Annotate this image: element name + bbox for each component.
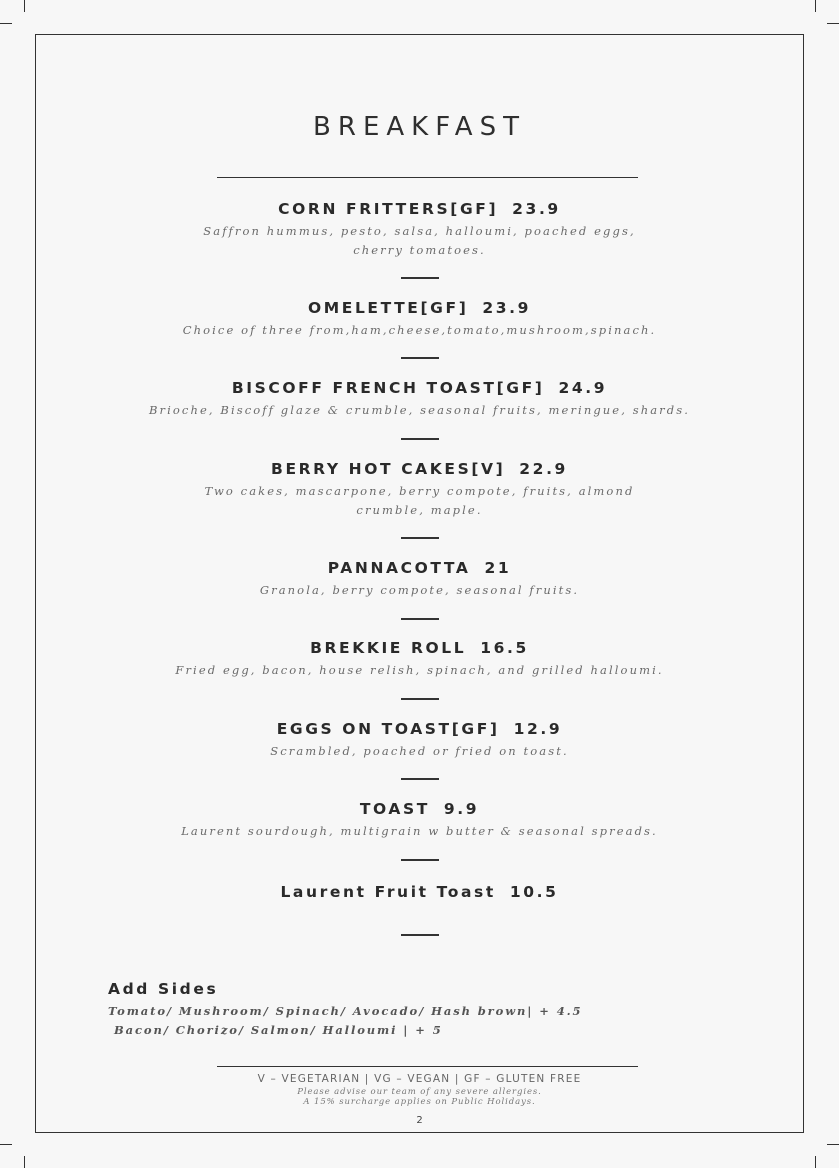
item-name-row: [100, 379, 739, 397]
item-divider: [401, 859, 439, 861]
menu-item: [150, 460, 689, 520]
title-divider: [217, 177, 638, 178]
menu-item: [150, 720, 689, 761]
item-description: Fried egg, bacon, house relish, spinach, and grilled halloumi.: [175, 663, 664, 677]
sides-line-2: Bacon/ Chorizo/ Salmon/ Halloumi | + 5: [114, 1023, 443, 1037]
item-name-row: [150, 200, 689, 218]
item-name: OMELETTE[GF]: [307, 299, 469, 317]
item-divider: [401, 934, 439, 936]
item-divider: [401, 618, 439, 620]
item-name: CORN FRITTERS[GF]: [278, 200, 499, 218]
sides-line-1: Tomato/ Mushroom/ Spinach/ Avocado/ Hash brown| + 4.5: [108, 1004, 583, 1018]
item-name-row: [150, 639, 689, 657]
item-name-row: [150, 299, 689, 317]
item-divider: [401, 357, 439, 359]
menu-item: [150, 800, 689, 841]
item-name: BERRY HOT CAKES[V]: [271, 460, 506, 478]
item-divider: [401, 277, 439, 279]
sides-title: Add Sides: [108, 980, 219, 998]
menu-item: [150, 200, 689, 260]
item-price: 23.9: [482, 299, 532, 317]
item-name: BISCOFF FRENCH TOAST[GF]: [231, 379, 545, 397]
crop-mark: [815, 0, 816, 12]
item-name: PANNACOTTA: [327, 559, 471, 577]
menu-item: [150, 639, 689, 680]
dietary-legend: V – VEGETARIAN | VG – VEGAN | GF – GLUTEN FREE: [257, 1073, 582, 1085]
allergy-note: Please advise our team of any severe allergies.: [297, 1087, 542, 1097]
item-name-row: [150, 460, 689, 478]
menu-item: [150, 559, 689, 600]
crop-mark: [815, 1156, 816, 1168]
item-name-row: [150, 559, 689, 577]
item-name: BREKKIE ROLL: [310, 639, 467, 657]
crop-mark: [827, 1144, 839, 1145]
item-name-row: [150, 800, 689, 818]
item-description: Choice of three from,ham,cheese,tomato,mushroom,spinach.: [182, 323, 657, 337]
menu-item: [150, 299, 689, 340]
item-price: 24.9: [558, 379, 608, 397]
item-name: Laurent Fruit Toast: [280, 883, 496, 901]
item-divider: [401, 537, 439, 539]
item-description: Laurent sourdough, multigrain w butter & seasonal spreads.: [181, 824, 658, 838]
item-name-row: [150, 720, 689, 738]
item-divider: [401, 778, 439, 780]
crop-mark: [827, 23, 839, 24]
item-price: 22.9: [519, 460, 568, 478]
item-price: 9.9: [443, 800, 480, 818]
item-description: Two cakes, mascarpone, berry compote, fruits, almond crumble, maple.: [204, 484, 635, 517]
item-price: 10.5: [509, 883, 559, 901]
item-description: Granola, berry compote, seasonal fruits.: [259, 583, 580, 597]
crop-mark: [0, 23, 12, 24]
menu-title: BREAKFAST: [313, 112, 526, 142]
item-description: Saffron hummus, pesto, salsa, halloumi, poached eggs, cherry tomatoes.: [203, 224, 636, 257]
item-price: 12.9: [513, 720, 563, 738]
item-description: Brioche, Biscoff glaze & crumble, seasonal fruits, meringue, shards.: [148, 403, 690, 417]
menu-item: [150, 883, 689, 901]
footer-divider: [217, 1066, 638, 1067]
item-name: TOAST: [359, 800, 430, 818]
item-name: EGGS ON TOAST[GF]: [276, 720, 500, 738]
item-divider: [401, 698, 439, 700]
item-name-row: [150, 883, 689, 901]
crop-mark: [0, 1144, 12, 1145]
item-price: 21: [484, 559, 512, 577]
item-price: 16.5: [480, 639, 529, 657]
crop-mark: [24, 1156, 25, 1168]
crop-mark: [24, 0, 25, 12]
page-number: 2: [416, 1115, 423, 1126]
surcharge-note: A 15% surcharge applies on Public Holidays.: [303, 1097, 536, 1107]
item-divider: [401, 438, 439, 440]
item-price: 23.9: [512, 200, 561, 218]
item-description: Scrambled, poached or fried on toast.: [270, 744, 569, 758]
menu-item: [100, 379, 739, 420]
